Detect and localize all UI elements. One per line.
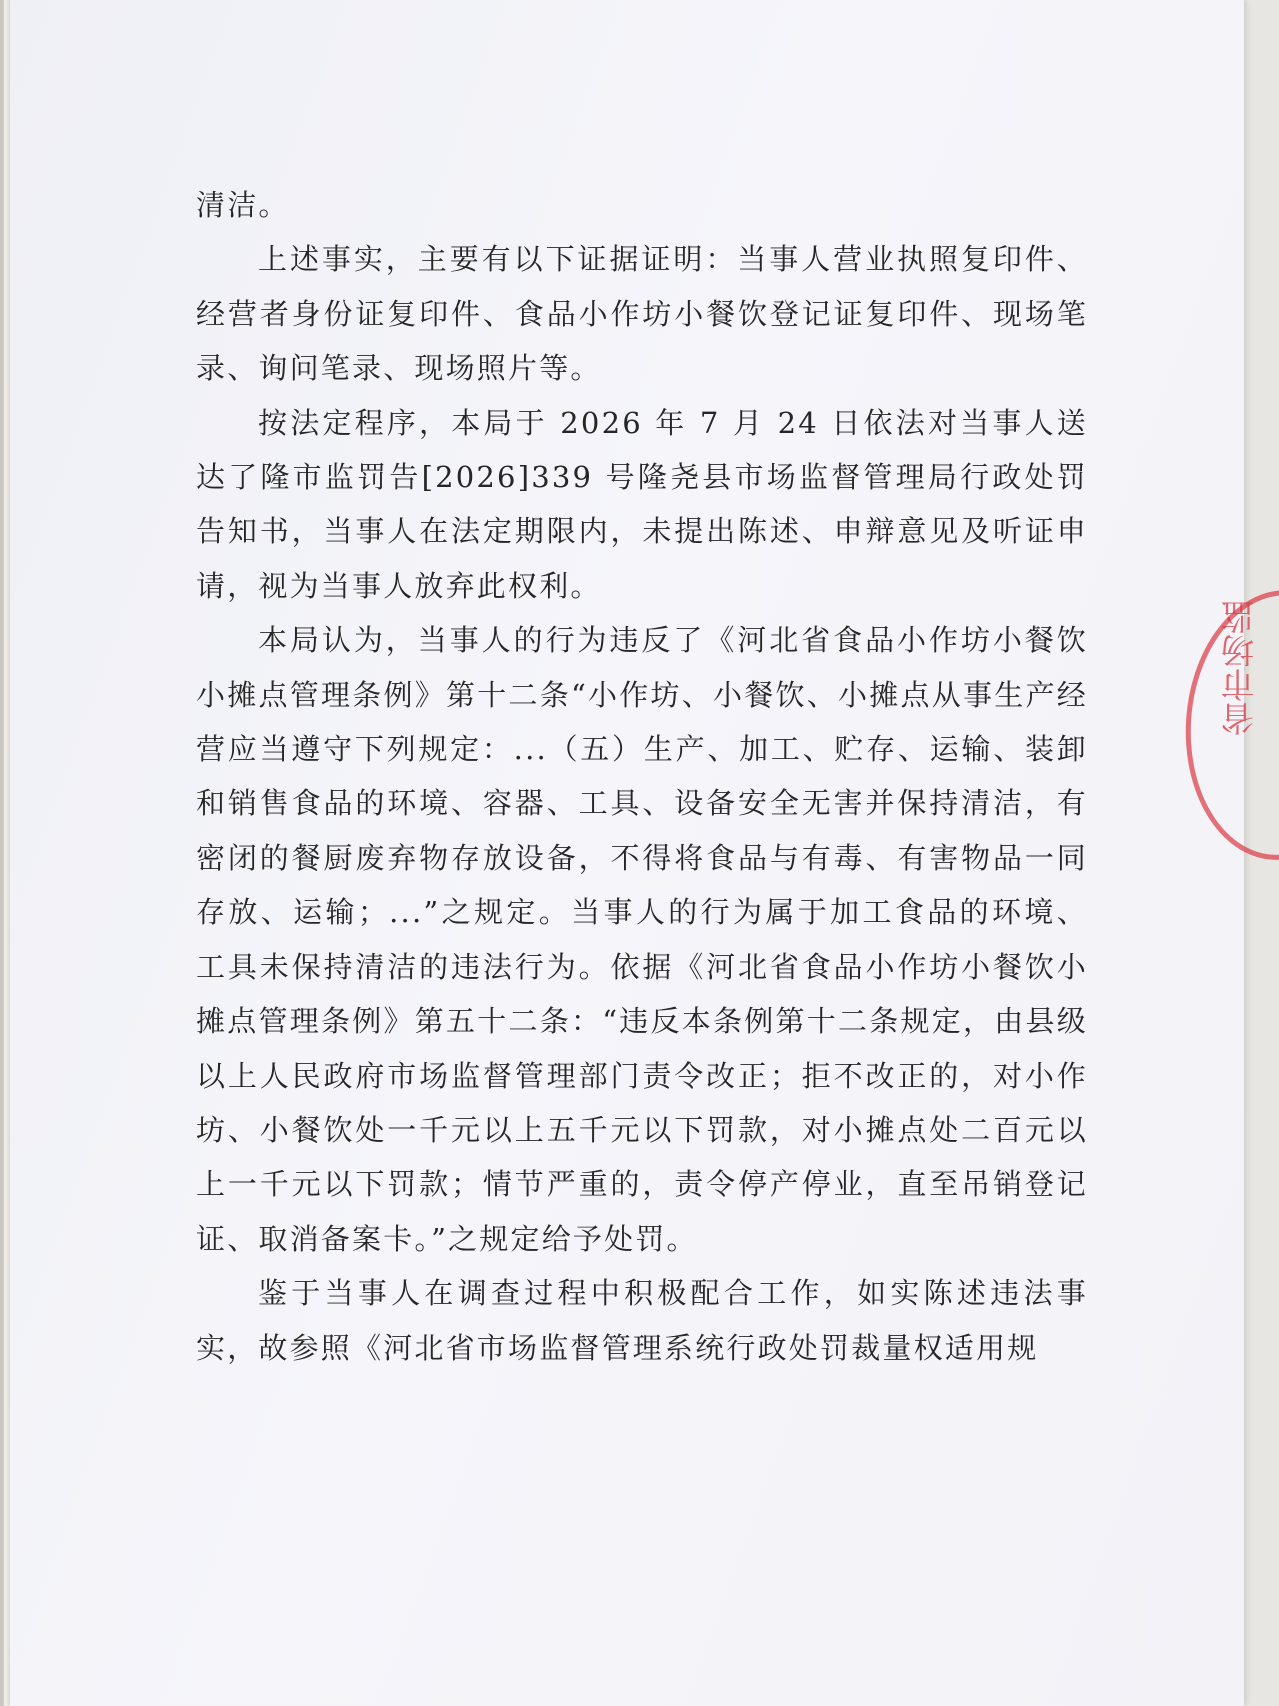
official-seal-text: 省市场监: [1221, 600, 1261, 736]
paragraph-1: 清洁。: [196, 188, 290, 222]
paragraph-legal-basis: 本局认为，当事人的行为违反了《河北省食品小作坊小餐饮小摊点管理条例》第十二条“小作坊、小餐饮、小摊点从事生产经营应当遵守下列规定：...（五）生产、加工、贮存、运输、装卸和销售食品的环境、容器、工具、设备安全无害并保持清洁，有密闭的餐厨废弃物存放设备，不得将食品与有毒、有害物品一同存放、运输；...”之规定。当事人的行为属于加工食品的环境、工具未保持清洁的违法行为。依据《河北省食品小作坊小餐饮小摊点管理条例》第五十二条：“违反本条例第十二条规定，由县级以上人民政府市场监督管理部门责令改正；拒不改正的，对小作坊、小餐饮处一千元以上五千元以下罚款，对小摊点处二百元以上一千元以下罚款；情节严重的，责令停产停业，直至吊销登记证、取消备案卡。”之规定给予处罚。: [196, 623, 1088, 1256]
paragraph-mitigation: 鉴于当事人在调查过程中积极配合工作，如实陈述违法事实，故参照《河北省市场监督管理系统行政处罚裁量权适用规: [196, 1276, 1088, 1365]
document-body: [196, 178, 1088, 1375]
paragraph-evidence: 上述事实，主要有以下证据证明：当事人营业执照复印件、经营者身份证复印件、食品小作坊小餐饮登记证复印件、现场笔录、询问笔录、现场照片等。: [196, 242, 1088, 386]
paragraph-procedure: 按法定程序，本局于 2026 年 7 月 24 日依法对当事人送达了隆市监罚告[2026]339 号隆尧县市场监督管理局行政处罚告知书，当事人在法定期限内，未提出陈述、申辩意见及听证申请，视为当事人放弃此权利。: [196, 405, 1088, 603]
